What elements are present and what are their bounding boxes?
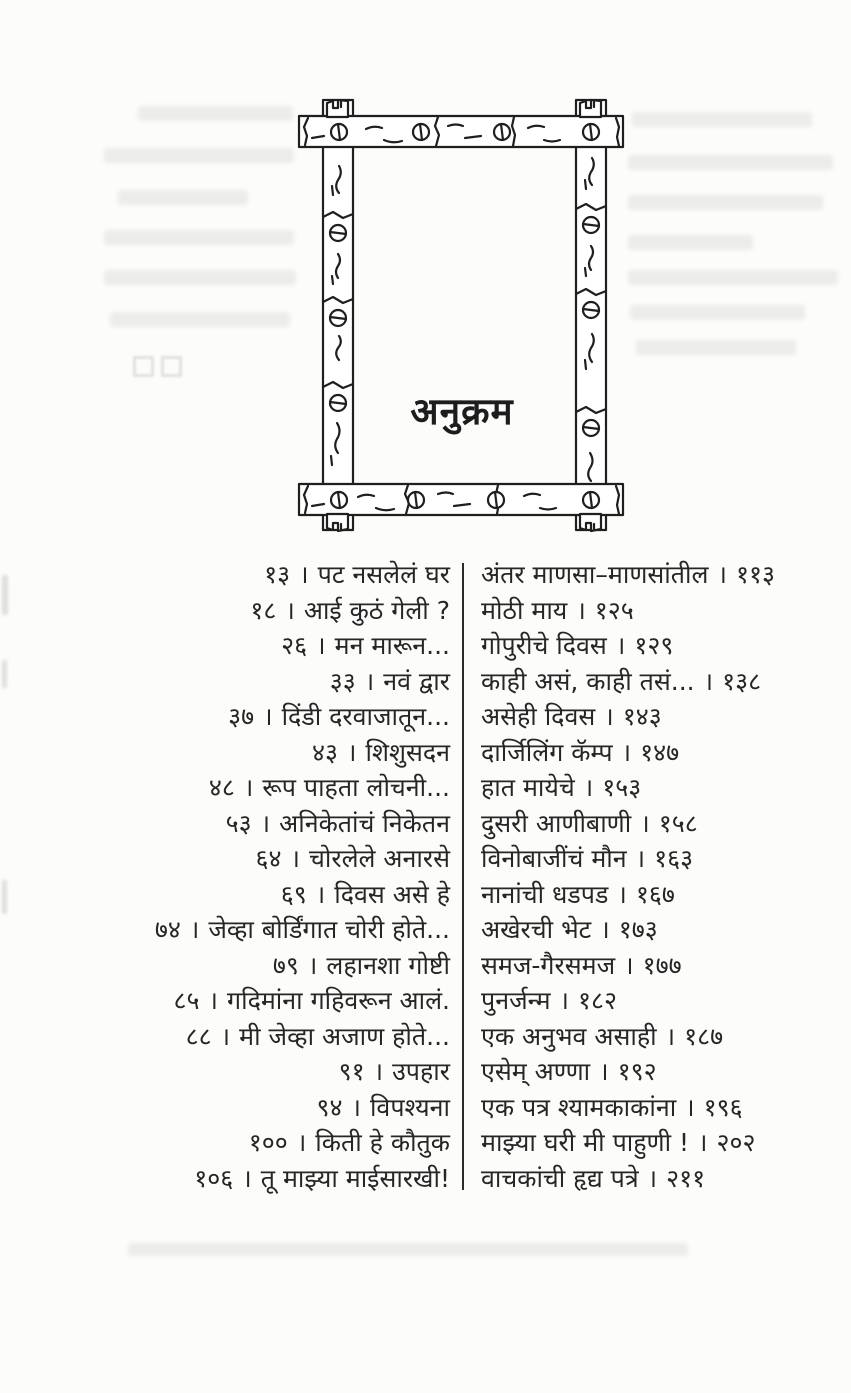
toc-page-number: ९१	[338, 1057, 365, 1086]
toc-entry	[481, 1054, 775, 1090]
toc-title: विपश्यना	[369, 1092, 450, 1122]
toc-page-number: ११३	[735, 560, 775, 589]
bleedthrough-mark	[628, 195, 823, 210]
toc-page-number: १७७	[642, 950, 682, 980]
toc-separator: ।	[559, 986, 570, 1015]
bleedthrough-box	[161, 356, 182, 377]
toc-separator: ।	[307, 950, 318, 980]
toc-page-number: ४३	[311, 737, 338, 767]
toc-entry	[0, 1054, 450, 1090]
toc-separator: ।	[576, 595, 586, 625]
toc-title: नानांची धडपड	[481, 879, 609, 909]
toc-entry	[481, 983, 775, 1019]
toc-title: माझ्या घरी मी पाहुणी !	[481, 1128, 690, 1157]
bleedthrough-mark	[138, 106, 293, 121]
toc-entry	[0, 983, 450, 1019]
toc-left-column	[0, 557, 450, 1196]
toc-entry	[481, 948, 775, 984]
page-title: अनुक्रम	[410, 390, 514, 433]
toc-separator: ।	[617, 879, 627, 909]
toc-title: रूप पाहता लोचनी...	[262, 773, 450, 802]
toc-page-number: ३७	[228, 702, 255, 731]
toc-entry	[481, 593, 775, 629]
toc-separator: ।	[698, 1128, 708, 1157]
toc-title: आई कुठं गेली ?	[303, 595, 450, 625]
toc-title: काही असं, काही तसं...	[481, 666, 695, 696]
toc-separator: ।	[299, 560, 309, 589]
toc-page-number: १७३	[618, 915, 658, 944]
toc-title: अंतर माणसा–माणसांतील	[481, 560, 709, 589]
toc-entry	[481, 1090, 775, 1126]
toc-entry	[481, 770, 775, 806]
toc-page-number: ५३	[225, 808, 252, 838]
toc-separator: ।	[703, 666, 714, 696]
toc-separator: ।	[685, 1092, 695, 1122]
toc-title: चोरलेले अनारसे	[309, 844, 450, 873]
toc-title: पट नसलेलं घर	[317, 560, 450, 589]
toc-separator: ।	[624, 950, 634, 980]
bleedthrough-mark	[628, 270, 838, 285]
toc-separator: ।	[583, 773, 594, 802]
toc-page-number: १३८	[722, 666, 762, 696]
toc-page-number: ३३	[329, 666, 356, 696]
bleedthrough-mark	[104, 270, 296, 285]
toc-entry	[0, 1090, 450, 1126]
toc-page-number: १८७	[684, 1021, 724, 1051]
bleedthrough-mark	[628, 155, 833, 170]
toc-page-number: ४८	[208, 773, 235, 802]
toc-title: दार्जिलिंग कॅम्प	[481, 737, 613, 767]
toc-title: जेव्हा बोर्डिंगात चोरी होते...	[208, 915, 450, 944]
toc-page-number: १८	[250, 595, 277, 625]
toc-page-number: १०६	[194, 1163, 234, 1193]
toc-page-number: १९२	[617, 1057, 657, 1086]
bleedthrough-mark	[628, 235, 753, 250]
toc-entry	[481, 912, 775, 948]
toc-entry	[0, 912, 450, 948]
toc-separator: ।	[615, 631, 626, 660]
toc-title: मन मारून...	[334, 631, 450, 660]
toc-entry	[0, 628, 450, 664]
bleedthrough-mark	[118, 190, 248, 205]
toc-separator: ।	[717, 560, 727, 589]
toc-page-number: १२५	[594, 595, 634, 625]
toc-separator: ।	[260, 808, 271, 838]
toc-page-number: १३	[264, 560, 291, 589]
toc-title: उपहार	[392, 1057, 450, 1086]
toc-entry	[0, 664, 450, 700]
toc-page-number: १६७	[635, 879, 675, 909]
toc-separator: ।	[665, 1021, 676, 1051]
toc-title: लहानशा गोष्टी	[326, 950, 450, 980]
toc-title: असेही दिवस	[481, 702, 596, 731]
toc-entry	[0, 699, 450, 735]
toc-separator: ।	[242, 1163, 252, 1193]
toc-separator: ।	[285, 595, 295, 625]
plank-notched-end	[327, 100, 601, 531]
toc-separator: ।	[316, 631, 326, 660]
toc-title: मोठी माय	[481, 595, 568, 625]
toc-entry	[0, 877, 450, 913]
toc-separator: ।	[373, 1057, 384, 1086]
table-of-contents	[0, 557, 851, 1196]
toc-page-number: ८५	[173, 986, 200, 1015]
toc-title: दिवस असे हे	[334, 879, 450, 909]
toc-entry	[481, 664, 775, 700]
toc-separator: ।	[296, 1128, 307, 1157]
toc-separator: ।	[600, 915, 610, 944]
toc-title: पुनर्जन्म	[481, 986, 551, 1015]
toc-title: अनिकेतांचं निकेतन	[279, 808, 450, 838]
toc-entry	[481, 877, 775, 913]
toc-entry	[0, 770, 450, 806]
toc-page-number: १५८	[658, 808, 698, 838]
bleedthrough-mark	[636, 340, 796, 355]
bleedthrough-mark	[104, 148, 294, 163]
toc-page-number: १८२	[578, 986, 618, 1015]
toc-right-column	[481, 557, 775, 1196]
toc-entry	[0, 1125, 450, 1161]
toc-title: मी जेव्हा अजाण होते...	[239, 1021, 450, 1051]
toc-separator: ।	[290, 844, 300, 873]
toc-page-number: ८८	[185, 1021, 212, 1051]
toc-title: तू माझ्या माईसारखी!	[260, 1163, 450, 1193]
toc-title: एक पत्र श्यामकाकांना	[481, 1092, 677, 1122]
toc-entry	[0, 841, 450, 877]
toc-title: शिशुसदन	[365, 737, 450, 767]
toc-entry	[0, 1019, 450, 1055]
toc-separator: ।	[243, 773, 254, 802]
toc-title: वाचकांची हृद्य पत्रे	[481, 1163, 639, 1193]
toc-page-number: १४७	[640, 737, 680, 767]
toc-separator: ।	[315, 879, 326, 909]
toc-separator: ।	[220, 1021, 231, 1051]
toc-page-number: ६९	[280, 879, 307, 909]
toc-title: गदिमांना गहिवरून आलं.	[227, 986, 450, 1015]
bleedthrough-box	[133, 356, 154, 377]
toc-title: एक अनुभव असाही	[481, 1021, 657, 1051]
toc-entry	[481, 735, 775, 771]
toc-separator: ।	[621, 737, 632, 767]
toc-page-number: १५३	[602, 773, 642, 802]
toc-page-number: ९४	[316, 1092, 343, 1122]
toc-title: गोपुरीचे दिवस	[481, 631, 607, 660]
toc-page-number: २०२	[716, 1128, 756, 1157]
toc-entry	[0, 806, 450, 842]
toc-separator: ।	[364, 666, 375, 696]
toc-entry	[0, 1161, 450, 1197]
toc-title: एसेम् अण्णा	[481, 1057, 591, 1086]
toc-page-number: १२९	[634, 631, 674, 660]
toc-page-number: १४३	[622, 702, 662, 731]
toc-title: समज-गैरसमज	[481, 950, 616, 980]
toc-entry	[481, 699, 775, 735]
toc-entry	[481, 1161, 775, 1197]
toc-title: दिंडी दरवाजातून...	[281, 702, 450, 731]
toc-title: किती हे कौतुक	[315, 1128, 450, 1157]
bleedthrough-mark	[632, 112, 812, 127]
toc-page-number: १००	[248, 1128, 288, 1157]
toc-title: नवं द्वार	[383, 666, 450, 696]
bleedthrough-mark	[630, 305, 805, 320]
toc-page-number: ७९	[272, 950, 299, 980]
toc-separator: ।	[346, 737, 357, 767]
toc-page-number: २११	[666, 1163, 706, 1193]
toc-entry	[481, 557, 775, 593]
toc-entry	[481, 1125, 775, 1161]
toc-entry	[481, 1019, 775, 1055]
toc-separator: ।	[604, 702, 614, 731]
bleedthrough-mark	[128, 1243, 688, 1256]
toc-separator: ।	[599, 1057, 609, 1086]
wooden-frame-illustration	[288, 88, 636, 540]
toc-entry	[0, 557, 450, 593]
screw-icon	[331, 124, 599, 508]
toc-entry	[0, 593, 450, 629]
toc-separator: ।	[263, 702, 273, 731]
toc-separator: ।	[647, 1163, 658, 1193]
toc-page-number: १९६	[703, 1092, 743, 1122]
toc-title: अखेरची भेट	[481, 915, 592, 944]
toc-separator: ।	[635, 844, 646, 873]
toc-title: हात मायेचे	[481, 773, 575, 802]
toc-entry	[0, 735, 450, 771]
toc-entry	[481, 806, 775, 842]
toc-separator: ।	[351, 1092, 361, 1122]
toc-page-number: ७४	[154, 915, 181, 944]
toc-title: विनोबाजींचं मौन	[481, 844, 627, 873]
toc-separator: ।	[640, 808, 650, 838]
bleedthrough-mark	[104, 230, 294, 245]
toc-title: दुसरी आणीबाणी	[481, 808, 632, 838]
toc-entry	[481, 841, 775, 877]
toc-page-number: २६	[281, 631, 308, 660]
toc-page-number: ६४	[255, 844, 282, 873]
toc-entry	[481, 628, 775, 664]
bleedthrough-mark	[110, 312, 290, 327]
toc-separator: ।	[208, 986, 219, 1015]
toc-separator: ।	[189, 915, 200, 944]
toc-entry	[0, 948, 450, 984]
column-divider	[462, 563, 464, 1190]
toc-page-number: १६३	[654, 844, 694, 873]
